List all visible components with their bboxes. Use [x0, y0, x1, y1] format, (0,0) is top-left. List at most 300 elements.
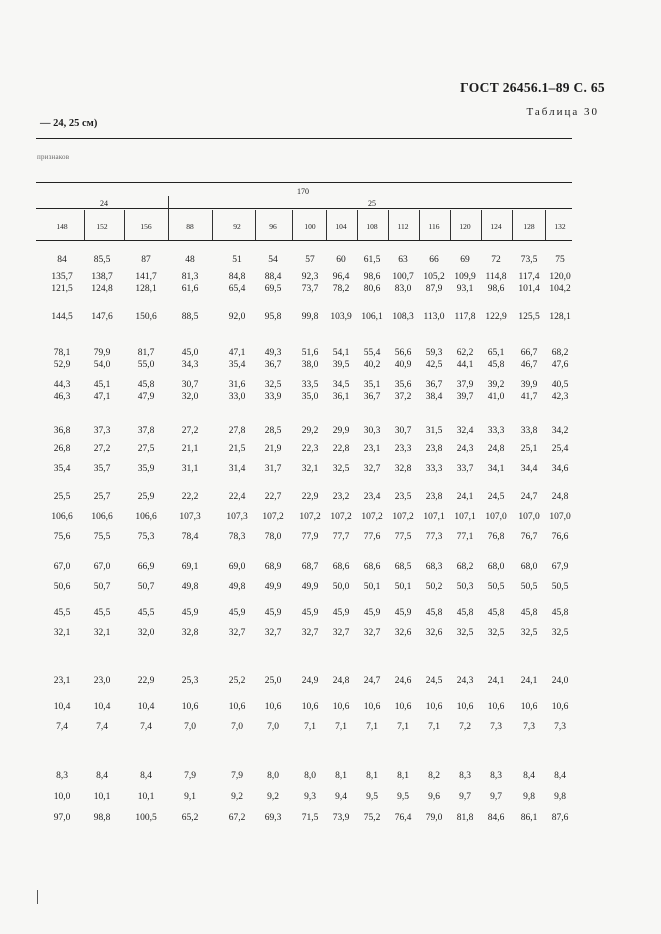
header-divider: [419, 210, 420, 240]
table-cell: 32,5: [520, 628, 538, 638]
table-cell: 107,3: [179, 512, 201, 522]
table-cell: 45,8: [551, 608, 569, 618]
table-cell: 117,4: [518, 272, 540, 282]
table-caption: Таблица 30: [526, 106, 599, 118]
table-cell: 50,2: [425, 582, 443, 592]
table-cell: 10,6: [487, 702, 505, 712]
table-cell: 7,4: [96, 722, 108, 732]
header-divider: [84, 210, 85, 240]
table-cell: 10,6: [363, 702, 381, 712]
table-cell: 68,3: [425, 562, 443, 572]
header-divider: [168, 210, 169, 240]
column-header: 92: [233, 222, 241, 231]
header-divider: [357, 210, 358, 240]
table-cell: 35,4: [228, 360, 246, 370]
table-cell: 24,1: [520, 676, 538, 686]
table-cell: 96,4: [332, 272, 350, 282]
table-cell: 75,3: [137, 532, 155, 542]
header-divider: [481, 210, 482, 240]
table-cell: 42,3: [551, 392, 569, 402]
table-cell: 24,5: [487, 492, 505, 502]
table-cell: 23,4: [363, 492, 381, 502]
table-cell: 56,6: [394, 348, 412, 358]
table-cell: 8,3: [459, 771, 471, 781]
table-cell: 92,3: [301, 272, 319, 282]
table-cell: 107,1: [423, 512, 445, 522]
table-cell: 68,2: [551, 348, 569, 358]
table-cell: 8,4: [523, 771, 535, 781]
table-cell: 68,9: [264, 562, 282, 572]
table-cell: 47,6: [551, 360, 569, 370]
table-cell: 24,3: [456, 444, 474, 454]
table-cell: 35,6: [394, 380, 412, 390]
table-cell: 108,3: [392, 312, 414, 322]
group-label-24: 24: [100, 199, 108, 208]
note-text: признаков: [37, 153, 70, 161]
table-cell: 124,8: [91, 284, 113, 294]
table-cell: 85,5: [93, 255, 111, 265]
table-cell: 128,1: [135, 284, 157, 294]
table-cell: 22,8: [332, 444, 350, 454]
table-cell: 80,6: [363, 284, 381, 294]
table-cell: 38,0: [301, 360, 319, 370]
table-cell: 39,7: [456, 392, 474, 402]
header-divider: [512, 210, 513, 240]
table-cell: 9,8: [554, 792, 566, 802]
table-cell: 23,1: [363, 444, 381, 454]
table-cell: 107,2: [330, 512, 352, 522]
table-cell: 77,1: [456, 532, 474, 542]
table-cell: 50,1: [394, 582, 412, 592]
table-cell: 32,0: [137, 628, 155, 638]
table-cell: 87: [141, 255, 151, 265]
table-cell: 45,8: [520, 608, 538, 618]
column-header: 108: [366, 222, 378, 231]
table-cell: 25,3: [181, 676, 199, 686]
table-cell: 65,4: [228, 284, 246, 294]
table-cell: 107,0: [518, 512, 540, 522]
table-cell: 8,3: [490, 771, 502, 781]
table-cell: 87,9: [425, 284, 443, 294]
table-cell: 76,4: [394, 813, 412, 823]
table-cell: 7,0: [267, 722, 279, 732]
table-cell: 69,3: [264, 813, 282, 823]
table-cell: 22,9: [137, 676, 155, 686]
table-cell: 7,3: [490, 722, 502, 732]
table-cell: 7,0: [231, 722, 243, 732]
table-cell: 50,7: [137, 582, 155, 592]
table-cell: 47,9: [137, 392, 155, 402]
table-cell: 100,7: [392, 272, 414, 282]
table-cell: 34,6: [551, 464, 569, 474]
table-cell: 25,1: [520, 444, 538, 454]
table-cell: 50,5: [520, 582, 538, 592]
table-cell: 40,2: [363, 360, 381, 370]
table-cell: 10,6: [264, 702, 282, 712]
table-cell: 24,5: [425, 676, 443, 686]
table-cell: 75,5: [93, 532, 111, 542]
table-cell: 10,4: [137, 702, 155, 712]
table-cell: 101,4: [518, 284, 540, 294]
column-header: 124: [490, 222, 502, 231]
table-cell: 7,3: [523, 722, 535, 732]
table-cell: 10,6: [520, 702, 538, 712]
table-cell: 54: [268, 255, 278, 265]
table-cell: 31,4: [228, 464, 246, 474]
table-cell: 33,7: [456, 464, 474, 474]
table-cell: 23,3: [394, 444, 412, 454]
table-cell: 55,4: [363, 348, 381, 358]
table-cell: 76,8: [487, 532, 505, 542]
table-cell: 114,8: [485, 272, 507, 282]
table-cell: 10,0: [53, 792, 71, 802]
table-cell: 33,8: [520, 426, 538, 436]
table-cell: 31,6: [228, 380, 246, 390]
column-header: 104: [335, 222, 347, 231]
table-cell: 10,6: [332, 702, 350, 712]
table-cell: 10,6: [228, 702, 246, 712]
table-cell: 9,6: [428, 792, 440, 802]
table-cell: 49,8: [228, 582, 246, 592]
table-cell: 49,9: [264, 582, 282, 592]
table-cell: 9,5: [366, 792, 378, 802]
table-cell: 50,7: [93, 582, 111, 592]
table-cell: 32,5: [456, 628, 474, 638]
table-cell: 22,4: [228, 492, 246, 502]
table-cell: 97,0: [53, 813, 71, 823]
column-header: 88: [186, 222, 194, 231]
table-cell: 77,3: [425, 532, 443, 542]
table-cell: 87,6: [551, 813, 569, 823]
table-cell: 41,7: [520, 392, 538, 402]
table-cell: 36,7: [425, 380, 443, 390]
table-cell: 27,2: [93, 444, 111, 454]
table-cell: 51,6: [301, 348, 319, 358]
table-cell: 39,5: [332, 360, 350, 370]
table-cell: 32,8: [181, 628, 199, 638]
table-cell: 8,1: [397, 771, 409, 781]
table-cell: 7,1: [335, 722, 347, 732]
table-cell: 9,3: [304, 792, 316, 802]
table-cell: 30,7: [181, 380, 199, 390]
table-cell: 24,6: [394, 676, 412, 686]
table-cell: 45,5: [137, 608, 155, 618]
table-cell: 125,5: [518, 312, 540, 322]
table-cell: 50,3: [456, 582, 474, 592]
table-cell: 23,0: [93, 676, 111, 686]
table-cell: 37,2: [394, 392, 412, 402]
table-cell: 67,0: [93, 562, 111, 572]
table-cell: 104,2: [549, 284, 571, 294]
table-cell: 38,4: [425, 392, 443, 402]
column-header: 116: [428, 222, 440, 231]
table-cell: 67,2: [228, 813, 246, 823]
table-cell: 150,6: [135, 312, 157, 322]
table-cell: 28,5: [264, 426, 282, 436]
table-cell: 79,9: [93, 348, 111, 358]
table-cell: 22,2: [181, 492, 199, 502]
table-cell: 32,1: [301, 464, 319, 474]
table-cell: 7,1: [366, 722, 378, 732]
table-cell: 105,2: [423, 272, 445, 282]
table-cell: 10,1: [137, 792, 155, 802]
table-cell: 7,3: [554, 722, 566, 732]
table-cell: 32,7: [228, 628, 246, 638]
table-cell: 69,5: [264, 284, 282, 294]
table-cell: 34,5: [332, 380, 350, 390]
table-cell: 54,1: [332, 348, 350, 358]
table-cell: 32,0: [181, 392, 199, 402]
table-cell: 35,7: [93, 464, 111, 474]
table-cell: 95,8: [264, 312, 282, 322]
table-cell: 45,9: [228, 608, 246, 618]
table-cell: 59,3: [425, 348, 443, 358]
header-divider: [326, 210, 327, 240]
table-cell: 77,9: [301, 532, 319, 542]
table-cell: 31,5: [425, 426, 443, 436]
column-header: 132: [554, 222, 566, 231]
table-cell: 10,6: [456, 702, 474, 712]
table-cell: 8,0: [267, 771, 279, 781]
table-cell: 23,1: [53, 676, 71, 686]
table-cell: 107,0: [485, 512, 507, 522]
table-cell: 50,5: [487, 582, 505, 592]
table-cell: 50,0: [332, 582, 350, 592]
table-cell: 9,2: [267, 792, 279, 802]
header-divider: [255, 210, 256, 240]
header-divider: [124, 210, 125, 240]
table-cell: 88,5: [181, 312, 199, 322]
table-cell: 45,8: [425, 608, 443, 618]
table-cell: 33,5: [301, 380, 319, 390]
table-cell: 83,0: [394, 284, 412, 294]
table-cell: 78,2: [332, 284, 350, 294]
table-cell: 106,6: [91, 512, 113, 522]
table-cell: 78,4: [181, 532, 199, 542]
table-cell: 66,9: [137, 562, 155, 572]
table-cell: 93,1: [456, 284, 474, 294]
table-cell: 45,8: [487, 608, 505, 618]
table-cell: 98,8: [93, 813, 111, 823]
table-cell: 34,4: [520, 464, 538, 474]
table-cell: 107,3: [226, 512, 248, 522]
table-cell: 50,5: [551, 582, 569, 592]
table-cell: 22,9: [301, 492, 319, 502]
table-cell: 107,2: [361, 512, 383, 522]
table-cell: 32,5: [551, 628, 569, 638]
table-cell: 8,1: [366, 771, 378, 781]
table-cell: 31,7: [264, 464, 282, 474]
group-label-25: 25: [368, 199, 376, 208]
page-header: ГОСТ 26456.1–89 С. 65: [460, 80, 605, 95]
table-cell: 76,6: [551, 532, 569, 542]
table-cell: 34,2: [551, 426, 569, 436]
table-cell: 71,5: [301, 813, 319, 823]
table-cell: 7,9: [231, 771, 243, 781]
table-cell: 7,4: [140, 722, 152, 732]
table-cell: 21,5: [228, 444, 246, 454]
table-cell: 25,5: [53, 492, 71, 502]
table-cell: 66: [429, 255, 439, 265]
table-cell: 33,9: [264, 392, 282, 402]
table-cell: 24,8: [551, 492, 569, 502]
table-cell: 75,6: [53, 532, 71, 542]
table-cell: 24,7: [520, 492, 538, 502]
table-cell: 47,1: [228, 348, 246, 358]
table-cell: 103,9: [330, 312, 352, 322]
table-cell: 27,2: [181, 426, 199, 436]
table-cell: 9,8: [523, 792, 535, 802]
table-cell: 33,3: [487, 426, 505, 436]
table-cell: 84,6: [487, 813, 505, 823]
table-cell: 92,0: [228, 312, 246, 322]
header-divider: [292, 210, 293, 240]
table-cell: 107,2: [392, 512, 414, 522]
table-cell: 24,8: [487, 444, 505, 454]
table-cell: 27,8: [228, 426, 246, 436]
table-cell: 8,0: [304, 771, 316, 781]
table-cell: 32,5: [264, 380, 282, 390]
margin-mark: [37, 890, 38, 904]
table-cell: 138,7: [91, 272, 113, 282]
table-cell: 45,8: [487, 360, 505, 370]
table-cell: 147,6: [91, 312, 113, 322]
table-cell: 10,6: [551, 702, 569, 712]
table-cell: 68,6: [332, 562, 350, 572]
table-cell: 36,8: [53, 426, 71, 436]
table-cell: 78,0: [264, 532, 282, 542]
table-cell: 25,4: [551, 444, 569, 454]
table-cell: 75: [555, 255, 565, 265]
table-cell: 77,7: [332, 532, 350, 542]
table-cell: 98,6: [487, 284, 505, 294]
table-cell: 25,7: [93, 492, 111, 502]
table-cell: 65,1: [487, 348, 505, 358]
table-cell: 69: [460, 255, 470, 265]
table-cell: 36,7: [264, 360, 282, 370]
table-cell: 21,1: [181, 444, 199, 454]
table-cell: 81,7: [137, 348, 155, 358]
table-cell: 30,3: [363, 426, 381, 436]
table-cell: 98,6: [363, 272, 381, 282]
table-cell: 24,1: [456, 492, 474, 502]
table-cell: 60: [336, 255, 346, 265]
table-cell: 35,9: [137, 464, 155, 474]
table-cell: 32,1: [53, 628, 71, 638]
table-cell: 9,2: [231, 792, 243, 802]
table-cell: 23,8: [425, 492, 443, 502]
table-cell: 45,9: [394, 608, 412, 618]
table-cell: 39,9: [520, 380, 538, 390]
table-cell: 68,2: [456, 562, 474, 572]
table-cell: 32,1: [93, 628, 111, 638]
table-cell: 113,0: [423, 312, 445, 322]
column-header: 112: [397, 222, 409, 231]
table-cell: 73,7: [301, 284, 319, 294]
table-cell: 32,7: [264, 628, 282, 638]
table-cell: 81,3: [181, 272, 199, 282]
table-cell: 128,1: [549, 312, 571, 322]
table-cell: 72: [491, 255, 501, 265]
table-cell: 81,8: [456, 813, 474, 823]
table-cell: 29,9: [332, 426, 350, 436]
table-cell: 40,5: [551, 380, 569, 390]
table-cell: 45,9: [181, 608, 199, 618]
table-cell: 32,5: [332, 464, 350, 474]
table-cell: 7,1: [428, 722, 440, 732]
table-cell: 23,8: [425, 444, 443, 454]
table-cell: 68,7: [301, 562, 319, 572]
table-cell: 33,0: [228, 392, 246, 402]
column-header: 152: [96, 222, 108, 231]
table-cell: 7,9: [184, 771, 196, 781]
table-cell: 7,2: [459, 722, 471, 732]
table-cell: 55,0: [137, 360, 155, 370]
continuation-note: — 24, 25 см): [40, 118, 98, 129]
table-cell: 8,1: [335, 771, 347, 781]
table-cell: 69,0: [228, 562, 246, 572]
table-cell: 35,4: [53, 464, 71, 474]
table-cell: 50,6: [53, 582, 71, 592]
table-cell: 49,3: [264, 348, 282, 358]
table-cell: 9,7: [459, 792, 471, 802]
table-cell: 68,0: [487, 562, 505, 572]
table-cell: 29,2: [301, 426, 319, 436]
table-cell: 45,9: [301, 608, 319, 618]
column-header: 148: [56, 222, 68, 231]
table-cell: 10,6: [181, 702, 199, 712]
table-cell: 36,7: [363, 392, 381, 402]
table-cell: 24,7: [363, 676, 381, 686]
table-cell: 52,9: [53, 360, 71, 370]
table-cell: 32,7: [332, 628, 350, 638]
table-cell: 49,8: [181, 582, 199, 592]
column-header: 120: [459, 222, 471, 231]
table-cell: 45,1: [93, 380, 111, 390]
table-cell: 10,6: [301, 702, 319, 712]
table-cell: 88,4: [264, 272, 282, 282]
header-divider: [388, 210, 389, 240]
column-header: 96: [269, 222, 277, 231]
table-cell: 66,7: [520, 348, 538, 358]
table-cell: 9,1: [184, 792, 196, 802]
table-cell: 25,2: [228, 676, 246, 686]
table-cell: 45,8: [456, 608, 474, 618]
table-cell: 35,1: [363, 380, 381, 390]
table-cell: 7,1: [397, 722, 409, 732]
table-cell: 33,3: [425, 464, 443, 474]
table-cell: 32,6: [394, 628, 412, 638]
table-cell: 73,9: [332, 813, 350, 823]
table-cell: 75,2: [363, 813, 381, 823]
table-cell: 61,6: [181, 284, 199, 294]
table-cell: 45,9: [264, 608, 282, 618]
table-cell: 34,1: [487, 464, 505, 474]
table-cell: 141,7: [135, 272, 157, 282]
table-cell: 106,6: [135, 512, 157, 522]
header-divider: [450, 210, 451, 240]
table-cell: 73,5: [520, 255, 538, 265]
table-cell: 8,4: [140, 771, 152, 781]
table-cell: 61,5: [363, 255, 381, 265]
header-divider: [212, 210, 213, 240]
table-cell: 78,1: [53, 348, 71, 358]
table-cell: 9,4: [335, 792, 347, 802]
table-cell: 44,1: [456, 360, 474, 370]
table-cell: 107,2: [299, 512, 321, 522]
table-cell: 45,8: [137, 380, 155, 390]
table-cell: 32,6: [425, 628, 443, 638]
